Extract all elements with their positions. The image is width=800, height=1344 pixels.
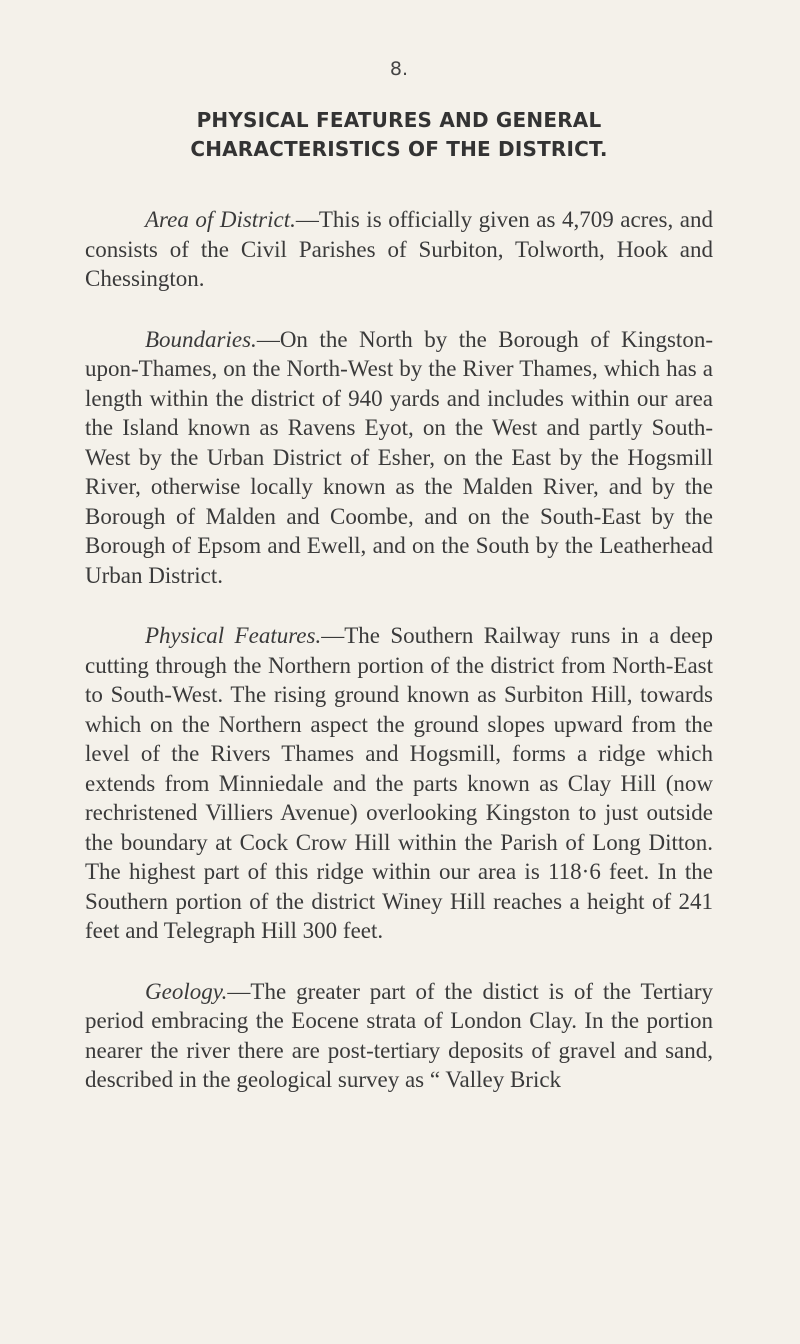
- section-heading: [85, 106, 713, 164]
- page-number: 8.: [389, 58, 409, 80]
- heading-line-1: PHYSICAL FEATURES AND GENERAL: [196, 108, 602, 132]
- paragraph-physical-features: [85, 621, 713, 946]
- paragraph-lead: Geology.: [145, 978, 228, 1004]
- paragraph-body: —The Southern Railway runs in a deep cutting through the Northern portion of the district from North-East to South-West. The rising ground known as Surbiton Hill, towards which on the Northern aspect the ground slopes upward from the level of the Rivers Thames and Hogsmill, forms a ridge which extends from Minniedale and the parts known as Clay Hill (now rechristened Villiers Avenue) overlooking Kingston to just outside the boundary at Cock Crow Hill within the Parish of Long Ditton. The highest part of this ridge within our area is 118·6 feet. In the Southern portion of the district Winey Hill reaches a height of 241 feet and Telegraph Hill 300 feet.: [85, 623, 713, 943]
- paragraph-lead: Boundaries.: [145, 326, 257, 352]
- paragraph-boundaries: [85, 325, 713, 591]
- document-page: [85, 58, 713, 1126]
- paragraph-lead: Physical Features.: [145, 623, 322, 648]
- paragraph-body: —The greater part of the distict is of the Tertiary period embracing the Eocene strata of London Clay. In the portion nearer the river there are post-tertiary deposits of gravel and sand, described in the geological survey as “ Valley Brick: [85, 978, 713, 1092]
- paragraph-body: —On the North by the Borough of Kingston-upon-Thames, on the North-West by the River Thames, which has a length within the district of 940 yards and includes within our area the Island known as Ravens Eyot, on the West and partly South-West by the Urban District of Esher, on the East by the Hogsmill River, otherwise locally known as the Malden River, and by the Borough of Malden and Coombe, and on the South-East by the Borough of Epsom and Ewell, and on the South by the Leatherhead Urban District.: [85, 326, 713, 588]
- paragraph-body: —This is officially given as 4,709 acres, and consists of the Civil Parishes of Surbiton, Tolworth, Hook and Chessington.: [85, 207, 713, 291]
- paragraph-geology: [85, 977, 713, 1095]
- heading-line-2: CHARACTERISTICS OF THE DISTRICT.: [190, 137, 608, 161]
- paragraph-lead: Area of District.: [145, 207, 296, 232]
- paragraph-area-of-district: [85, 205, 713, 294]
